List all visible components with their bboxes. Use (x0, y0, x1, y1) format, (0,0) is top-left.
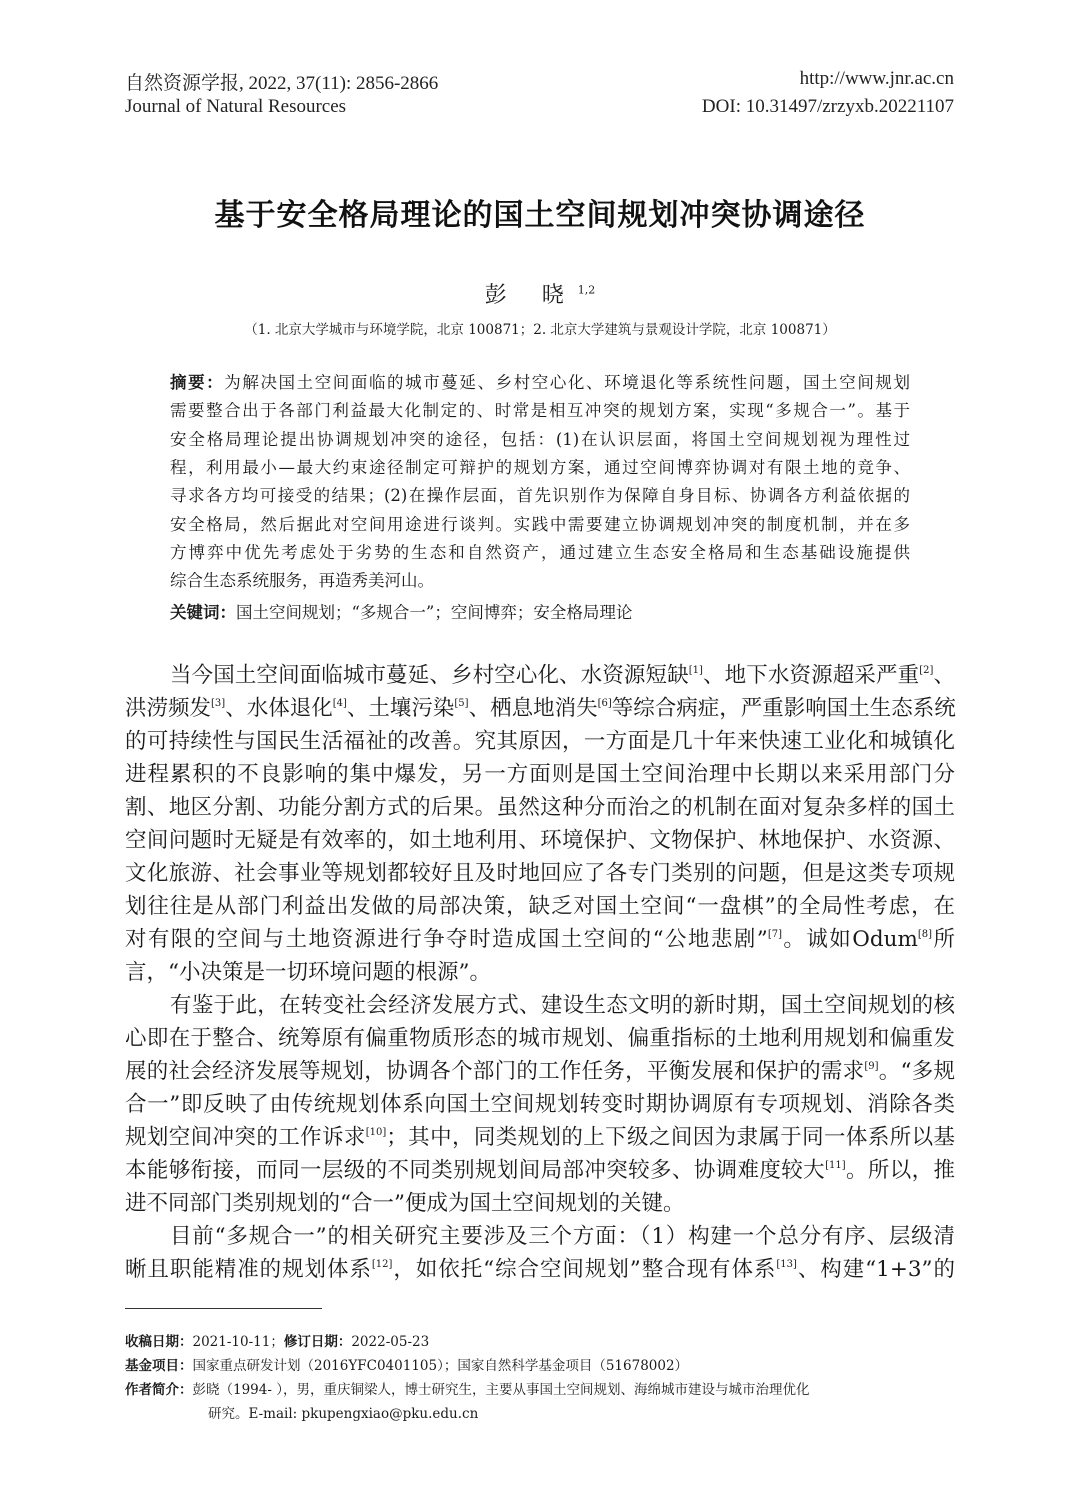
body-line: 进不同部门类别规划的“合一”便成为国土空间规划的关键。 (125, 1191, 685, 1216)
citation-ref[interactable]: [5] (454, 698, 469, 709)
body-line: 心即在于整合、统筹原有偏重物质形态的城市规划、偏重指标的土地利用规划和偏重发 (125, 1026, 955, 1051)
citation-ref[interactable]: [3] (211, 698, 226, 709)
body-line: 划往往是从部门利益出发做的局部决策，缺乏对国土空间“一盘棋”的全局性考虑，在 (125, 894, 955, 919)
body-line: 有鉴于此，在转变社会经济发展方式、建设生态文明的新时期，国土空间规划的核 (170, 993, 955, 1018)
body-line: 的可持续性与国民生活福祉的改善。究其原因，一方面是几十年来快速工业化和城镇化 (125, 729, 955, 754)
citation-ref[interactable]: [10] (365, 1127, 387, 1138)
body-line: 文化旅游、社会事业等规划都较好且及时地回应了各专门类别的问题，但是这类专项规 (125, 861, 955, 886)
citation-ref[interactable]: [13] (776, 1259, 797, 1270)
body-line: 言，“小决策是一切环境问题的根源”。 (125, 960, 491, 985)
footnote-divider (125, 1308, 322, 1309)
author (0, 278, 1080, 309)
citation-ref[interactable]: [9] (864, 1061, 879, 1072)
keywords-label: 关键词： (170, 603, 236, 622)
bio-text: 彭晓（1994- ），男，重庆铜梁人，博士研究生，主要从事国土空间规划、海绵城市建设与城市治理优化 (192, 1382, 810, 1398)
abstract-line: 综合生态系统服务，再造秀美河山。 (170, 571, 434, 591)
abstract-label: 摘要： (170, 373, 225, 392)
citation-ref[interactable]: [1] (688, 665, 703, 676)
received-label: 收稿日期： (125, 1334, 193, 1350)
author-name: 彭 晓 (484, 283, 578, 308)
abstract-line: 方博弈中优先考虑处于劣势的生态和自然资产，通过建立生态安全格局和生态基础设施提供 (170, 542, 910, 562)
body-line: 空间问题时无疑是有效率的，如土地利用、环境保护、文物保护、林地保护、水资源、 (125, 828, 955, 853)
citation-ref[interactable]: [6] (597, 698, 612, 709)
affiliation: （1. 北京大学城市与环境学院，北京 100871；2. 北京大学建筑与景观设计学院，北京 100871） (244, 322, 836, 338)
body-line: 展的社会经济发展等规划，协调各个部门的工作任务，平衡发展和保护的需求[9]。“多规 (125, 1059, 955, 1084)
revised-date: 2022-05-23 (351, 1334, 430, 1350)
abstract-line: 寻求各方均可接受的结果；(2)在操作层面，首先识别作为保障自身目标、协调各方利益依据的 (170, 486, 910, 506)
body-line: 规划空间冲突的工作诉求[10]；其中，同类规划的上下级之间因为隶属于同一体系所以基 (125, 1125, 955, 1150)
journal-name: Journal of Natural Resources (125, 96, 347, 117)
bio-label: 作者简介： (125, 1382, 193, 1398)
received-date: 2021-10-11； (192, 1334, 284, 1350)
author-affil-marks: 1,2 (577, 283, 596, 297)
body-line: 合一”即反映了由传统规划体系向国土空间规划转变时期协调原有专项规划、消除各类 (125, 1092, 955, 1117)
journal-url[interactable]: http://www.jnr.ac.cn (799, 68, 954, 89)
keywords: 关键词：国土空间规划；“多规合一”；空间博弈；安全格局理论 (170, 603, 633, 622)
abstract-line: 需要整合出于各部门利益最大化制定的、时常是相互冲突的规划方案，实现“多规合一”。基于 (170, 401, 910, 421)
body-line: 晰且职能精准的规划体系[12]，如依托“综合空间规划”整合现有体系[13]、构建“1+3”的 (125, 1257, 955, 1282)
body-line: 目前“多规合一”的相关研究主要涉及三个方面：（1）构建一个总分有序、层级清 (170, 1224, 955, 1249)
abstract-line: 安全格局理论提出协调规划冲突的途径，包括：(1)在认识层面，将国土空间规划视为理性过 (170, 429, 910, 449)
body-line: 洪涝频发[3]、水体退化[4]、土壤污染[5]、栖息地消失[6]等综合病症，严重影响国土生态系统 (125, 696, 956, 721)
citation-ref[interactable]: [7] (767, 929, 782, 940)
body-line: 割、地区分割、功能分割方式的后果。虽然这种分而治之的机制在面对复杂多样的国土 (125, 795, 955, 820)
citation-ref[interactable]: [12] (371, 1259, 393, 1270)
fund-label: 基金项目： (125, 1358, 193, 1374)
abstract-line: 安全格局，然后据此对空间用途进行谈判。实践中需要建立协调规划冲突的制度机制，并在多 (170, 514, 910, 534)
citation-ref[interactable]: [2] (919, 665, 934, 676)
fund-text: 国家重点研发计划（2016YFC0401105）；国家自然科学基金项目（51678002） (192, 1358, 689, 1374)
abstract-line: 程，利用最小—最大约束途径制定可辩护的规划方案，通过空间博弈协调对有限土地的竞争、 (170, 457, 910, 477)
abstract-line: 摘要：为解决国土空间面临的城市蔓延、乡村空心化、环境退化等系统性问题，国土空间规划 (170, 373, 911, 392)
doi[interactable]: DOI: 10.31497/zrzyxb.20221107 (701, 96, 954, 117)
revised-label: 修订日期： (283, 1334, 352, 1350)
footnote-fund (125, 1357, 688, 1375)
citation-ref[interactable]: [4] (332, 698, 347, 709)
footnote-dates (125, 1333, 429, 1351)
body-line: 本能够衔接，而同一层级的不同类别规划间局部冲突较多、协调难度较大[11]。所以，推 (125, 1158, 955, 1183)
citation-ref[interactable]: [11] (825, 1160, 846, 1171)
footnote-bio-cont: 研究。E-mail: pkupengxiao@pku.edu.cn (208, 1406, 479, 1422)
body-line: 进程累积的不良影响的集中爆发，另一方面则是国土空间治理中长期以来采用部门分 (125, 762, 955, 787)
body-line: 对有限的空间与土地资源进行争夺时造成国土空间的“公地悲剧”[7]。诚如Odum[8]所 (125, 927, 955, 952)
paper-title: 基于安全格局理论的国土空间规划冲突协调途径 (214, 198, 866, 233)
citation-ref[interactable]: [8] (917, 929, 933, 940)
body-line: 当今国土空间面临城市蔓延、乡村空心化、水资源短缺[1]、地下水资源超采严重[2]、 (170, 663, 955, 688)
footnote-bio (125, 1381, 809, 1399)
journal-citation: 自然资源学报, 2022, 37(11): 2856-2866 (125, 73, 439, 94)
